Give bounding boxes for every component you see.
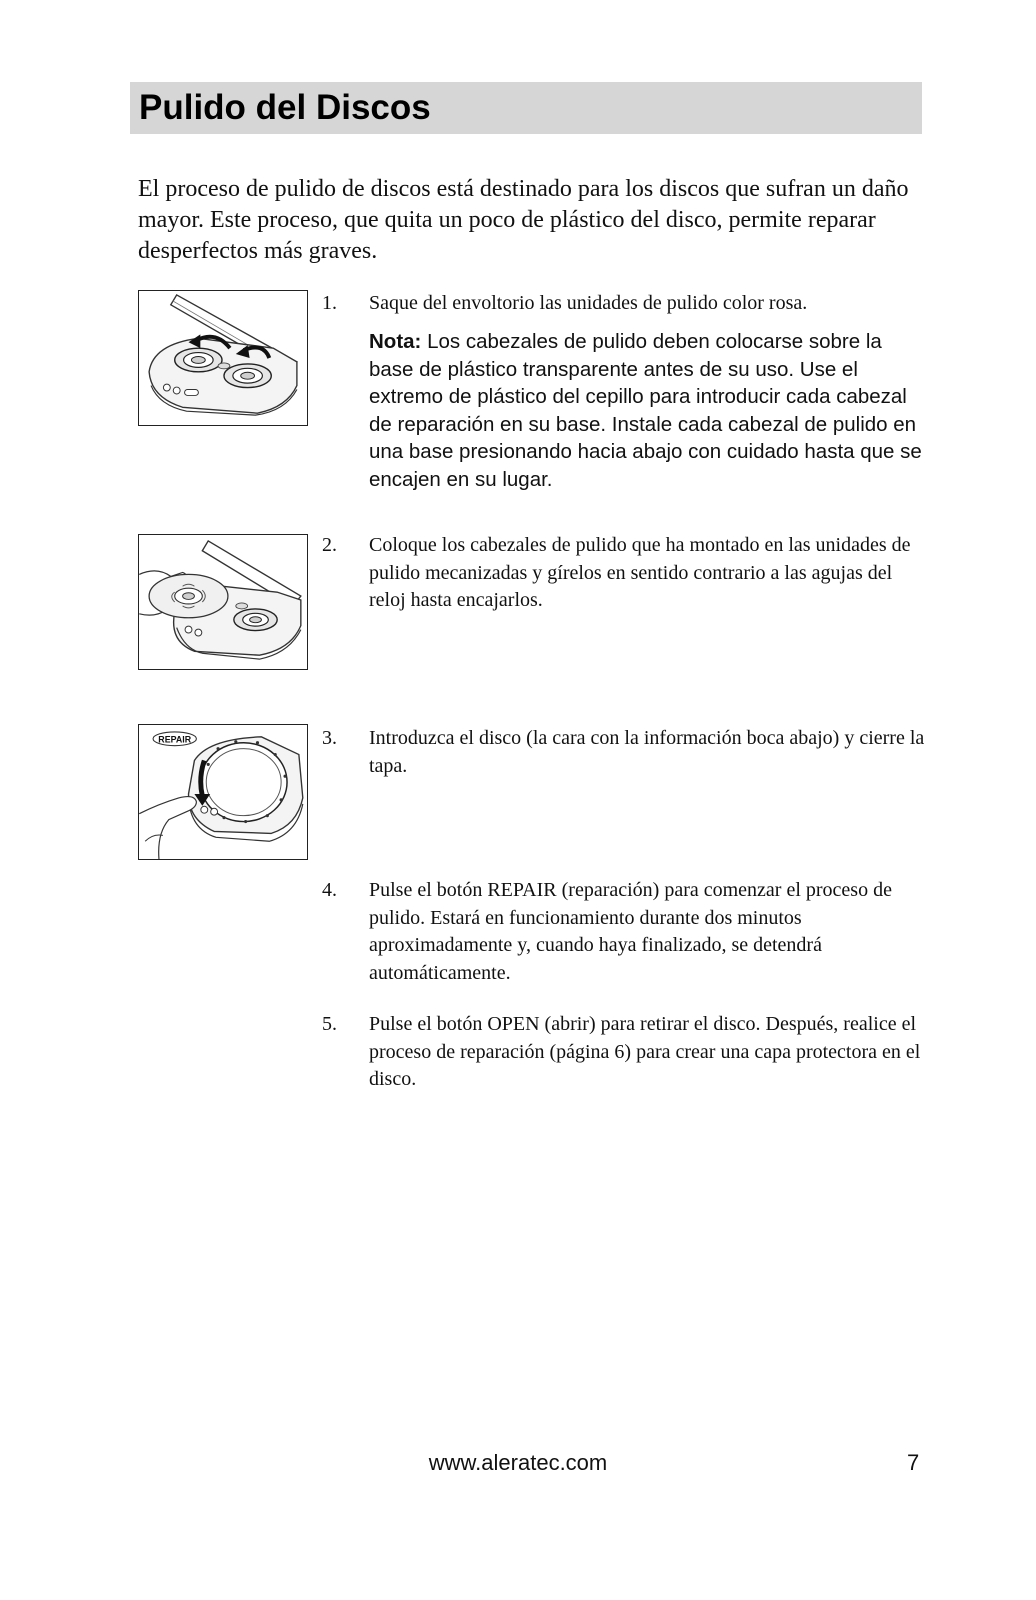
page-title: Pulido del Discos	[139, 88, 431, 127]
step-number: 1.	[322, 292, 337, 314]
step-text: Coloque los cabezales de pulido que ha montado en las unidades de pulido mecanizadas y gírelos en sentido contrario a las agujas del reloj hasta encajarlos.	[369, 534, 911, 611]
figure-insert-disc	[138, 724, 308, 860]
footer-url: www.aleratec.com	[428, 1450, 608, 1475]
note-paragraph	[369, 328, 929, 493]
note-text: Los cabezales de pulido deben colocarse sobre la base de plástico transparente antes de su uso. Use el extremo de plástico del cepillo para introducir cada cabezal de reparación en su base. Instale cada cabezal de pulido en una base presionando hacia abajo con cuidado hasta que se encajen en su lugar.	[369, 330, 922, 491]
step-text: Introduzca el disco (la cara con la información boca abajo) y cierre la tapa.	[369, 727, 925, 777]
repair-label: REPAIR	[158, 734, 192, 745]
section-heading-bar	[130, 82, 922, 134]
step-number: 2.	[322, 534, 337, 556]
figure-install-heads	[138, 534, 308, 670]
figure-polishing-heads	[138, 290, 308, 426]
step-number: 3.	[322, 727, 337, 749]
note-label: Nota:	[369, 330, 422, 353]
device-illustration-1	[139, 291, 307, 425]
step-number: 5.	[322, 1013, 337, 1035]
step-text: Pulse el botón REPAIR (reparación) para comenzar el proceso de pulido. Estará en funcionamiento durante dos minutos aproximadamente y, cuando haya finalizado, se detendrá automáticamente.	[369, 879, 892, 984]
intro-paragraph: El proceso de pulido de discos está destinado para los discos que sufran un daño mayor. Este proceso, que quita un poco de plástico del disco, permite reparar desperfectos más graves.	[138, 176, 909, 264]
page-number: 7	[907, 1450, 920, 1475]
device-illustration-3	[139, 725, 307, 859]
step-text: Saque del envoltorio las unidades de pulido color rosa.	[369, 292, 808, 314]
step-text: Pulse el botón OPEN (abrir) para retirar el disco. Después, realice el proceso de reparación (página 6) para crear una capa protectora en el disco.	[369, 1013, 921, 1090]
step-number: 4.	[322, 879, 337, 901]
device-illustration-2	[139, 535, 307, 669]
